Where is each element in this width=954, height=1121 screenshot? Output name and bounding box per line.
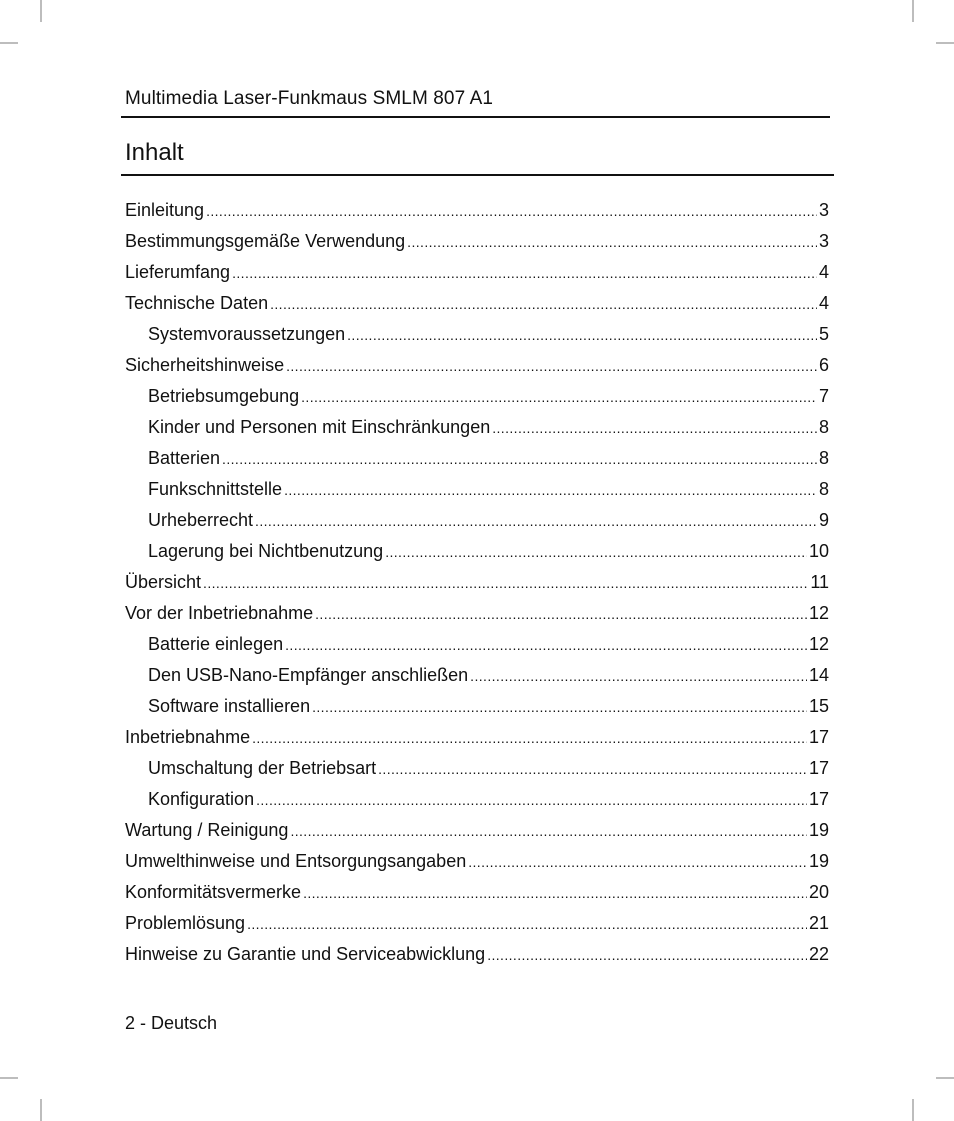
dot-leader [286, 351, 817, 382]
crop-mark-top-right [912, 0, 914, 22]
toc-entry[interactable] [125, 195, 829, 226]
dot-leader [492, 413, 817, 444]
toc-entry[interactable] [125, 722, 829, 753]
toc-entry-page: 14 [808, 665, 829, 685]
toc-entry-page: 20 [808, 882, 829, 902]
toc-entry-page: 17 [808, 727, 829, 747]
dot-leader [255, 506, 817, 537]
toc-entry-page: 8 [818, 479, 829, 499]
title-rule [121, 174, 834, 176]
toc-entry-page: 8 [818, 448, 829, 468]
dot-leader [468, 847, 807, 878]
toc-entry[interactable] [125, 288, 829, 319]
toc-entry-label: Bestimmungsgemäße Verwendung [125, 231, 406, 251]
toc-entry[interactable] [125, 691, 829, 722]
toc-entry-label: Sicherheitshinweise [125, 355, 285, 375]
dot-leader [232, 258, 817, 289]
toc-entry-label: Konformitätsvermerke [125, 882, 302, 902]
toc-entry[interactable] [125, 381, 829, 412]
toc-entry[interactable] [125, 629, 829, 660]
toc-entry-label: Umschaltung der Betriebsart [148, 758, 377, 778]
toc-entry-page: 11 [810, 572, 829, 592]
toc-entry-label: Einleitung [125, 200, 205, 220]
toc-entry[interactable] [125, 319, 829, 350]
toc-entry-label: Lieferumfang [125, 262, 231, 282]
dot-leader [301, 382, 817, 413]
toc-entry-page: 10 [808, 541, 829, 561]
toc-entry-label: Lagerung bei Nichtbenutzung [148, 541, 384, 561]
dot-leader [378, 754, 807, 785]
toc-entry-page: 17 [808, 789, 829, 809]
toc-entry-page: 19 [808, 820, 829, 840]
toc-entry-label: Urheberrecht [148, 510, 254, 530]
toc-entry-page: 12 [808, 634, 829, 654]
toc-entry[interactable] [125, 753, 829, 784]
crop-mark-top-right-h [936, 42, 954, 44]
dot-leader [222, 444, 817, 475]
toc-entry-page: 3 [818, 231, 829, 251]
toc-entry[interactable] [125, 846, 829, 877]
toc-entry[interactable] [125, 877, 829, 908]
toc-entry[interactable] [125, 908, 829, 939]
dot-leader [285, 630, 807, 661]
toc-entry-page: 15 [808, 696, 829, 716]
toc-entry[interactable] [125, 598, 829, 629]
dot-leader [203, 568, 808, 599]
toc-entry[interactable] [125, 257, 829, 288]
toc-entry-page: 3 [818, 200, 829, 220]
crop-mark-top-left-h [0, 42, 18, 44]
dot-leader [284, 475, 817, 506]
toc-entry-label: Systemvoraussetzungen [148, 324, 346, 344]
toc-entry-label: Vor der Inbetriebnahme [125, 603, 314, 623]
dot-leader [385, 537, 807, 568]
dot-leader [487, 940, 807, 971]
toc-entry-label: Technische Daten [125, 293, 269, 313]
crop-mark-top-left [40, 0, 42, 22]
toc-entry-label: Umwelthinweise und Entsorgungsangaben [125, 851, 467, 871]
dot-leader [470, 661, 807, 692]
toc-entry-label: Hinweise zu Garantie und Serviceabwicklung [125, 944, 486, 964]
toc-entry[interactable] [125, 226, 829, 257]
dot-leader [347, 320, 817, 351]
dot-leader [270, 289, 817, 320]
toc-entry-label: Betriebsumgebung [148, 386, 300, 406]
toc-entry-label: Problemlösung [125, 913, 246, 933]
dot-leader [256, 785, 807, 816]
table-of-contents [125, 195, 829, 970]
running-header: Multimedia Laser-Funkmaus SMLM 807 A1 [125, 88, 494, 109]
dot-leader [312, 692, 807, 723]
dot-leader [407, 227, 817, 258]
dot-leader [315, 599, 807, 630]
toc-entry[interactable] [125, 784, 829, 815]
toc-entry-label: Übersicht [125, 572, 202, 592]
dot-leader [303, 878, 807, 909]
crop-mark-bottom-left-h [0, 1077, 18, 1079]
toc-entry-label: Inbetriebnahme [125, 727, 251, 747]
dot-leader [206, 196, 817, 227]
toc-entry-page: 21 [808, 913, 829, 933]
toc-entry[interactable] [125, 443, 829, 474]
toc-title: Inhalt [125, 139, 184, 166]
toc-entry-page: 12 [808, 603, 829, 623]
toc-entry-label: Batterie einlegen [148, 634, 284, 654]
toc-entry-page: 4 [818, 293, 829, 313]
dot-leader [290, 816, 807, 847]
toc-entry-page: 7 [818, 386, 829, 406]
toc-entry[interactable] [125, 474, 829, 505]
crop-mark-bottom-right [912, 1099, 914, 1121]
toc-entry-label: Software installieren [148, 696, 311, 716]
toc-entry[interactable] [125, 536, 829, 567]
toc-entry-label: Konfiguration [148, 789, 255, 809]
dot-leader [252, 723, 807, 754]
toc-entry-label: Den USB-Nano-Empfänger anschließen [148, 665, 469, 685]
toc-entry[interactable] [125, 815, 829, 846]
toc-entry-label: Funkschnittstelle [148, 479, 283, 499]
toc-entry[interactable] [125, 412, 829, 443]
toc-entry-page: 8 [818, 417, 829, 437]
header-rule [121, 116, 830, 118]
toc-entry-page: 19 [808, 851, 829, 871]
crop-mark-bottom-right-h [936, 1077, 954, 1079]
page-footer: 2 - Deutsch [125, 1013, 218, 1033]
toc-entry-label: Batterien [148, 448, 221, 468]
toc-entry-page: 17 [808, 758, 829, 778]
toc-entry-page: 6 [818, 355, 829, 375]
toc-entry[interactable] [125, 660, 829, 691]
toc-entry[interactable] [125, 939, 829, 970]
crop-mark-bottom-left [40, 1099, 42, 1121]
toc-entry-page: 4 [818, 262, 829, 282]
toc-entry-page: 9 [818, 510, 829, 530]
toc-entry[interactable] [125, 350, 829, 381]
toc-entry[interactable] [125, 505, 829, 536]
toc-entry-label: Kinder und Personen mit Einschränkungen [148, 417, 491, 437]
toc-entry[interactable] [125, 567, 829, 598]
toc-entry-page: 5 [818, 324, 829, 344]
toc-entry-label: Wartung / Reinigung [125, 820, 289, 840]
dot-leader [247, 909, 807, 940]
toc-entry-page: 22 [808, 944, 829, 964]
